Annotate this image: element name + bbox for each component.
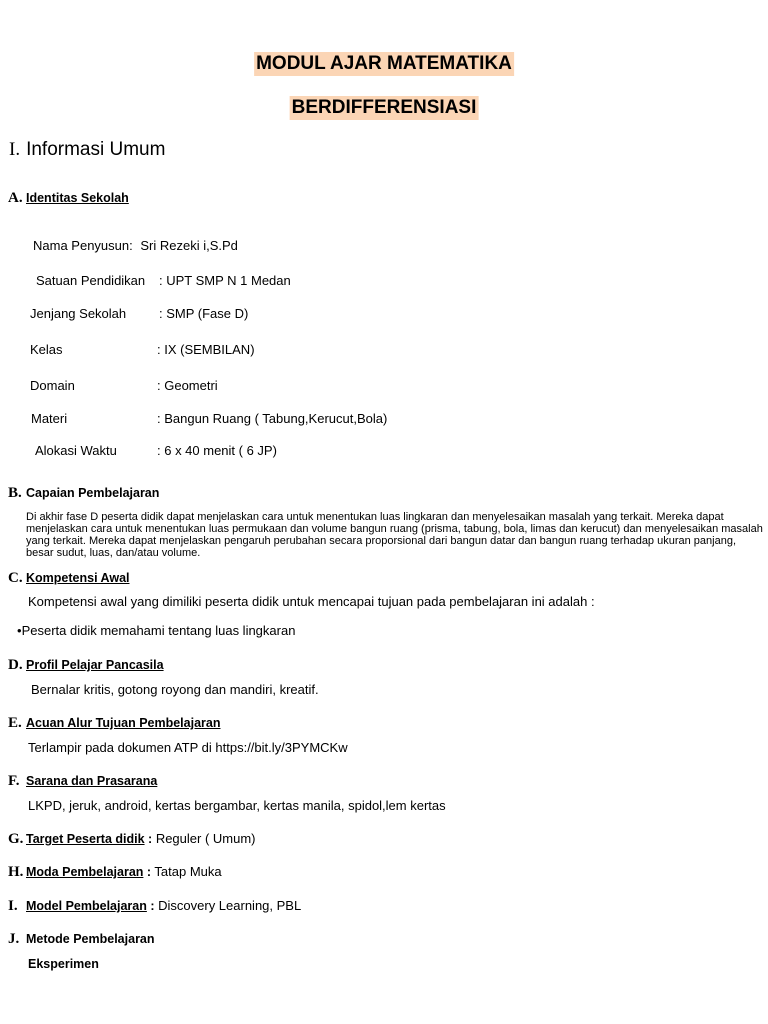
subsection-h-heading [8, 863, 222, 881]
kompetensi-bullet-item [17, 623, 295, 638]
kompetensi-text: Kompetensi awal yang dimiliki peserta didik untuk mencapai tujuan pada pembelajaran ini adalah : [28, 594, 595, 609]
subsection-j-heading [8, 930, 155, 948]
subsection-title: Profil Pelajar Pancasila [26, 658, 164, 672]
profil-text: Bernalar kritis, gotong royong dan mandiri, kreatif. [31, 682, 319, 697]
subsection-title: Metode Pembelajaran [26, 932, 155, 946]
subsection-f-heading [8, 772, 157, 790]
subsection-letter: C. [8, 570, 23, 586]
subsection-e-heading [8, 714, 221, 732]
subsection-c-heading [8, 569, 130, 587]
identity-value: Sri Rezeki i,S.Pd [140, 238, 238, 253]
subsection-letter: B. [8, 485, 22, 501]
identity-kelas-label: Kelas [30, 342, 63, 357]
section-title: Informasi Umum [26, 139, 166, 160]
subsection-letter: G. [8, 831, 24, 847]
subsection-letter: E. [8, 715, 22, 731]
section-number: I. [9, 139, 21, 160]
metode-text: Eksperimen [28, 957, 99, 971]
subsection-letter: H. [8, 864, 24, 880]
document-subtitle: BERDIFFERENSIASI [291, 97, 477, 118]
identity-satuan-label: Satuan Pendidikan [36, 273, 146, 288]
identity-alokasi-label: Alokasi Waktu [35, 443, 117, 458]
acuan-text: Terlampir pada dokumen ATP di https://bit.ly/3PYMCKw [28, 740, 348, 755]
subsection-letter: D. [8, 657, 23, 673]
identity-nama [33, 238, 238, 253]
identity-kelas-value: : IX (SEMBILAN) [157, 342, 255, 357]
subsection-g-heading [8, 830, 256, 848]
subsection-title: Target Peserta didik [26, 832, 145, 846]
subsection-value: Discovery Learning, PBL [154, 898, 302, 913]
subsection-letter: F. [8, 773, 20, 789]
subsection-b-heading [8, 484, 159, 502]
section-heading [9, 139, 165, 161]
subsection-letter: A. [8, 190, 23, 206]
bullet-text: Peserta didik memahami tentang luas lingkaran [21, 623, 296, 638]
subsection-separator: : [146, 899, 155, 913]
subsection-i-heading [8, 897, 301, 915]
document-title: MODUL AJAR MATEMATIKA [256, 53, 512, 74]
subsection-title: Acuan Alur Tujuan Pembelajaran [26, 716, 221, 730]
identity-domain-value: : Geometri [157, 378, 218, 393]
subsection-letter: I. [8, 898, 18, 914]
subsection-a-heading [8, 189, 129, 207]
identity-satuan-value: : UPT SMP N 1 Medan [159, 273, 291, 288]
subsection-title: Moda Pembelajaran [26, 865, 144, 879]
identity-materi-label: Materi [31, 411, 68, 426]
subsection-separator: : [143, 865, 152, 879]
identity-domain-label: Domain [30, 378, 75, 393]
subsection-value: Reguler ( Umum) [152, 831, 256, 846]
sarana-text: LKPD, jeruk, android, kertas bergambar, kertas manila, spidol,lem kertas [28, 798, 446, 813]
subsection-title: Model Pembelajaran [26, 899, 147, 913]
identity-alokasi-value: : 6 x 40 menit ( 6 JP) [157, 443, 277, 458]
identity-jenjang-label: Jenjang Sekolah [30, 306, 127, 321]
identity-jenjang-value: : SMP (Fase D) [159, 306, 249, 321]
subsection-value: Tatap Muka [151, 864, 222, 879]
identity-materi-value: : Bangun Ruang ( Tabung,Kerucut,Bola) [157, 411, 388, 426]
identity-label: Nama Penyusun: [33, 238, 133, 253]
capaian-paragraph: Di akhir fase D peserta didik dapat menjelaskan cara untuk menentukan luas lingkaran dan menyelesaikan masalah yang terkait. Mereka dapat menjelaskan cara untuk menentukan luas permukaan dan volume bangun ruang (prisma, tabung, bola, limas dan kerucut) dan menyelesaikan masalah yang terkait. Mereka dapat menjelaskan pengaruh perubahan secara proporsional dari bangun datar dan bangun ruang terhadap ukuran panjang, besar sudut, luas, dan/atau volume. [26, 511, 763, 559]
subsection-title: Kompetensi Awal [26, 571, 130, 585]
subsection-title: Identitas Sekolah [26, 191, 129, 205]
bullet-icon: • [17, 623, 22, 638]
subsection-letter: J. [8, 931, 20, 947]
subsection-title: Capaian Pembelajaran [26, 486, 160, 500]
subsection-title: Sarana dan Prasarana [26, 774, 158, 788]
subsection-separator: : [144, 832, 153, 846]
subsection-d-heading [8, 656, 164, 674]
